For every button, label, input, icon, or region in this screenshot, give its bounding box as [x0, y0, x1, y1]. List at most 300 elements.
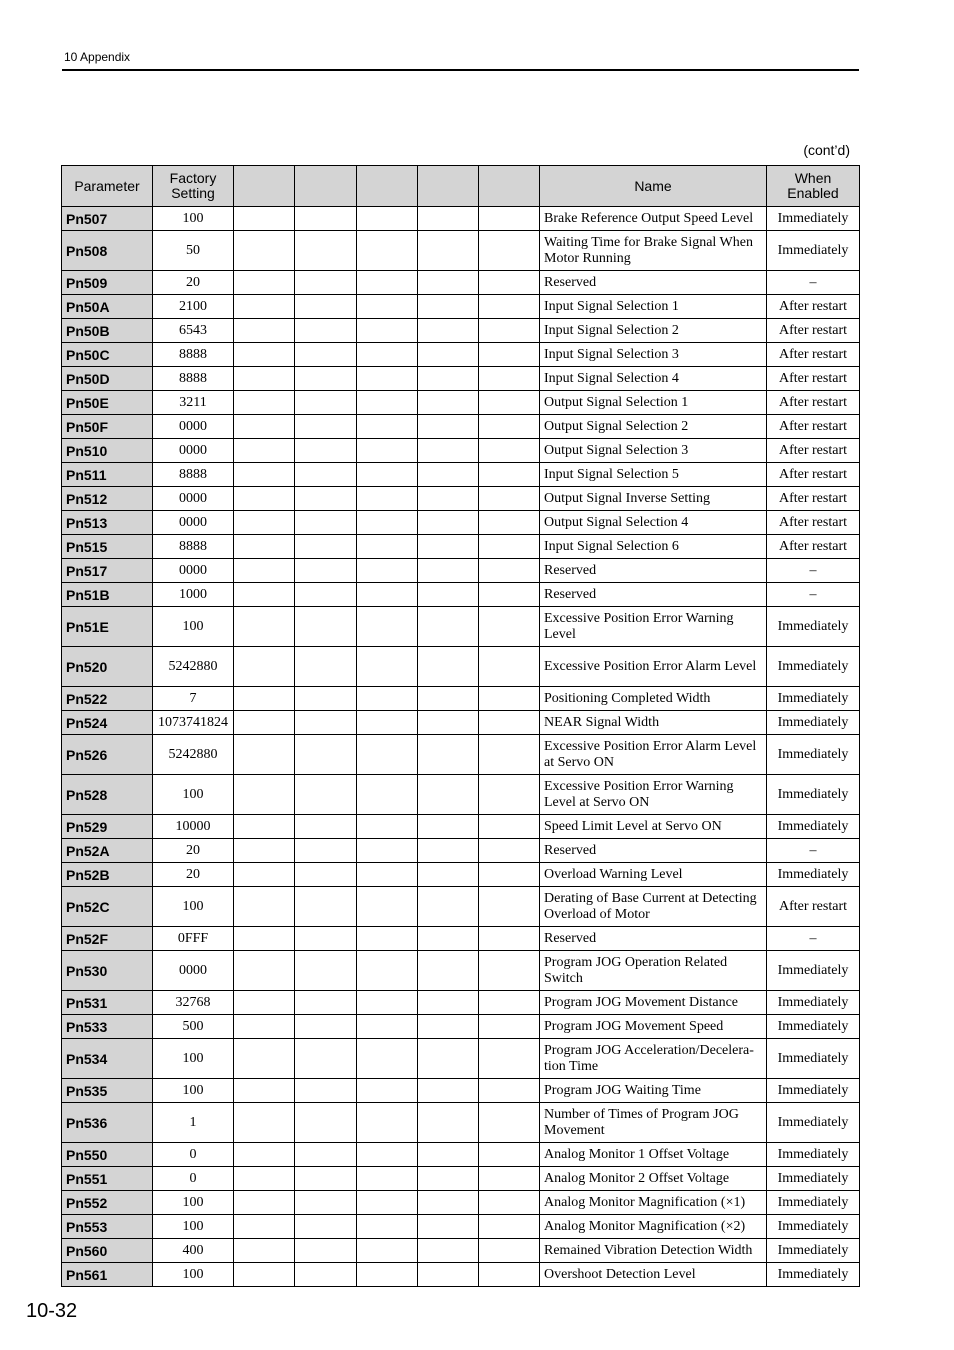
when-enabled-cell: After restart: [767, 511, 860, 535]
blank-cell: [234, 839, 295, 863]
name-cell: Reserved: [540, 583, 767, 607]
parameter-cell: Pn50F: [62, 415, 153, 439]
blank-cell: [418, 1143, 479, 1167]
blank-cell: [234, 535, 295, 559]
blank-cell: [234, 607, 295, 647]
blank-cell: [295, 535, 357, 559]
blank-cell: [479, 1263, 540, 1287]
blank-cell: [418, 231, 479, 271]
factory-setting-cell: 0: [153, 1167, 234, 1191]
blank-cell: [357, 1015, 418, 1039]
factory-setting-cell: 0000: [153, 439, 234, 463]
when-enabled-cell: After restart: [767, 487, 860, 511]
blank-cell: [357, 511, 418, 535]
factory-setting-cell: 20: [153, 839, 234, 863]
factory-setting-cell: 100: [153, 1191, 234, 1215]
blank-cell: [479, 863, 540, 887]
blank-cell: [295, 415, 357, 439]
parameter-cell: Pn52C: [62, 887, 153, 927]
table-row: [62, 1039, 860, 1079]
when-enabled-cell: After restart: [767, 439, 860, 463]
blank-cell: [234, 343, 295, 367]
name-cell: Program JOG Movement Distance: [540, 991, 767, 1015]
col-header-blank-4: [418, 166, 479, 207]
blank-cell: [234, 511, 295, 535]
header-rule: [62, 69, 859, 71]
when-enabled-cell: Immediately: [767, 711, 860, 735]
blank-cell: [479, 295, 540, 319]
name-cell: Program JOG Operation Related Switch: [540, 951, 767, 991]
blank-cell: [295, 839, 357, 863]
when-enabled-cell: Immediately: [767, 815, 860, 839]
col-header-blank-1: [234, 166, 295, 207]
name-cell: Output Signal Selection 3: [540, 439, 767, 463]
blank-cell: [479, 343, 540, 367]
blank-cell: [357, 1039, 418, 1079]
when-enabled-cell: After restart: [767, 415, 860, 439]
blank-cell: [357, 343, 418, 367]
table-row: [62, 647, 860, 687]
parameter-cell: Pn512: [62, 487, 153, 511]
blank-cell: [234, 367, 295, 391]
blank-cell: [418, 1103, 479, 1143]
name-cell: Analog Monitor 2 Offset Voltage: [540, 1167, 767, 1191]
parameter-cell: Pn52A: [62, 839, 153, 863]
blank-cell: [295, 207, 357, 231]
blank-cell: [357, 559, 418, 583]
col-header-blank-3: [357, 166, 418, 207]
blank-cell: [234, 583, 295, 607]
blank-cell: [357, 815, 418, 839]
blank-cell: [418, 1015, 479, 1039]
name-cell: Waiting Time for Brake Signal When Motor Running: [540, 231, 767, 271]
parameter-cell: Pn550: [62, 1143, 153, 1167]
when-enabled-cell: –: [767, 839, 860, 863]
parameter-cell: Pn50E: [62, 391, 153, 415]
blank-cell: [418, 1039, 479, 1079]
blank-cell: [479, 415, 540, 439]
name-cell: Program JOG Movement Speed: [540, 1015, 767, 1039]
blank-cell: [295, 711, 357, 735]
blank-cell: [418, 391, 479, 415]
page-number: 10-32: [26, 1300, 78, 1322]
blank-cell: [295, 343, 357, 367]
blank-cell: [295, 367, 357, 391]
table-row: [62, 391, 860, 415]
when-enabled-cell: Immediately: [767, 231, 860, 271]
name-cell: Number of Times of Program JOG Movement: [540, 1103, 767, 1143]
blank-cell: [295, 559, 357, 583]
col-header-blank-2: [295, 166, 357, 207]
table-row: [62, 367, 860, 391]
blank-cell: [479, 391, 540, 415]
parameter-table: [61, 165, 860, 1287]
blank-cell: [357, 839, 418, 863]
parameter-cell: Pn52B: [62, 863, 153, 887]
blank-cell: [479, 1191, 540, 1215]
when-enabled-cell: Immediately: [767, 1079, 860, 1103]
blank-cell: [234, 559, 295, 583]
table-row: [62, 1015, 860, 1039]
blank-cell: [357, 487, 418, 511]
table-row: [62, 207, 860, 231]
blank-cell: [234, 295, 295, 319]
blank-cell: [479, 1143, 540, 1167]
blank-cell: [418, 559, 479, 583]
blank-cell: [295, 1191, 357, 1215]
blank-cell: [479, 647, 540, 687]
blank-cell: [295, 1239, 357, 1263]
blank-cell: [418, 687, 479, 711]
blank-cell: [234, 1263, 295, 1287]
parameter-cell: Pn561: [62, 1263, 153, 1287]
parameter-cell: Pn511: [62, 463, 153, 487]
blank-cell: [418, 1191, 479, 1215]
blank-cell: [357, 439, 418, 463]
blank-cell: [479, 271, 540, 295]
blank-cell: [418, 207, 479, 231]
blank-cell: [234, 487, 295, 511]
col-header-when-enabled: When Enabled: [767, 166, 860, 207]
when-enabled-cell: –: [767, 927, 860, 951]
blank-cell: [479, 535, 540, 559]
blank-cell: [295, 863, 357, 887]
name-cell: Positioning Completed Width: [540, 687, 767, 711]
blank-cell: [418, 815, 479, 839]
factory-setting-cell: 8888: [153, 463, 234, 487]
parameter-cell: Pn509: [62, 271, 153, 295]
table-row: [62, 463, 860, 487]
blank-cell: [418, 607, 479, 647]
blank-cell: [418, 463, 479, 487]
factory-setting-cell: 100: [153, 1039, 234, 1079]
blank-cell: [295, 927, 357, 951]
parameter-cell: Pn50B: [62, 319, 153, 343]
blank-cell: [357, 711, 418, 735]
factory-setting-cell: 1000: [153, 583, 234, 607]
name-cell: Reserved: [540, 559, 767, 583]
blank-cell: [418, 415, 479, 439]
blank-cell: [418, 775, 479, 815]
table-row: [62, 607, 860, 647]
blank-cell: [479, 1103, 540, 1143]
factory-setting-cell: 2100: [153, 295, 234, 319]
blank-cell: [418, 439, 479, 463]
factory-setting-cell: 7: [153, 687, 234, 711]
name-cell: Analog Monitor Magnification (×2): [540, 1215, 767, 1239]
table-row: [62, 583, 860, 607]
blank-cell: [357, 583, 418, 607]
parameter-cell: Pn531: [62, 991, 153, 1015]
factory-setting-cell: 5242880: [153, 647, 234, 687]
blank-cell: [479, 1239, 540, 1263]
when-enabled-cell: After restart: [767, 391, 860, 415]
blank-cell: [295, 1103, 357, 1143]
blank-cell: [479, 991, 540, 1015]
blank-cell: [234, 271, 295, 295]
parameter-cell: Pn530: [62, 951, 153, 991]
parameter-cell: Pn524: [62, 711, 153, 735]
factory-setting-cell: 1: [153, 1103, 234, 1143]
blank-cell: [357, 991, 418, 1015]
blank-cell: [418, 647, 479, 687]
blank-cell: [234, 991, 295, 1015]
when-enabled-cell: Immediately: [767, 775, 860, 815]
name-cell: Excessive Position Error Warning Level at Servo ON: [540, 775, 767, 815]
factory-setting-cell: 0000: [153, 487, 234, 511]
blank-cell: [418, 487, 479, 511]
when-enabled-cell: Immediately: [767, 863, 860, 887]
blank-cell: [357, 647, 418, 687]
factory-setting-cell: 0000: [153, 951, 234, 991]
name-cell: Output Signal Inverse Setting: [540, 487, 767, 511]
blank-cell: [479, 511, 540, 535]
when-enabled-cell: Immediately: [767, 607, 860, 647]
parameter-cell: Pn529: [62, 815, 153, 839]
blank-cell: [234, 1103, 295, 1143]
name-cell: Analog Monitor Magnification (×1): [540, 1191, 767, 1215]
parameter-cell: Pn50A: [62, 295, 153, 319]
factory-setting-cell: 8888: [153, 535, 234, 559]
name-cell: Analog Monitor 1 Offset Voltage: [540, 1143, 767, 1167]
blank-cell: [357, 927, 418, 951]
table-row: [62, 271, 860, 295]
blank-cell: [418, 1239, 479, 1263]
parameter-cell: Pn528: [62, 775, 153, 815]
parameter-cell: Pn534: [62, 1039, 153, 1079]
blank-cell: [357, 295, 418, 319]
blank-cell: [234, 231, 295, 271]
blank-cell: [357, 1167, 418, 1191]
blank-cell: [234, 735, 295, 775]
blank-cell: [418, 295, 479, 319]
blank-cell: [234, 439, 295, 463]
when-enabled-cell: Immediately: [767, 1239, 860, 1263]
when-enabled-cell: After restart: [767, 343, 860, 367]
name-cell: Input Signal Selection 2: [540, 319, 767, 343]
blank-cell: [479, 487, 540, 511]
name-cell: Overshoot Detection Level: [540, 1263, 767, 1287]
factory-setting-cell: 100: [153, 1215, 234, 1239]
table-row: [62, 1167, 860, 1191]
blank-cell: [295, 951, 357, 991]
col-header-name: Name: [540, 166, 767, 207]
parameter-cell: Pn50D: [62, 367, 153, 391]
blank-cell: [479, 1039, 540, 1079]
blank-cell: [479, 1079, 540, 1103]
factory-setting-cell: 400: [153, 1239, 234, 1263]
blank-cell: [479, 711, 540, 735]
factory-setting-cell: 8888: [153, 343, 234, 367]
blank-cell: [295, 991, 357, 1015]
when-enabled-cell: After restart: [767, 319, 860, 343]
factory-setting-cell: 500: [153, 1015, 234, 1039]
blank-cell: [295, 463, 357, 487]
table-row: [62, 815, 860, 839]
parameter-cell: Pn536: [62, 1103, 153, 1143]
blank-cell: [357, 1191, 418, 1215]
table-row: [62, 1103, 860, 1143]
blank-cell: [479, 927, 540, 951]
blank-cell: [234, 1039, 295, 1079]
blank-cell: [295, 391, 357, 415]
when-enabled-cell: Immediately: [767, 1191, 860, 1215]
parameter-cell: Pn515: [62, 535, 153, 559]
parameter-cell: Pn50C: [62, 343, 153, 367]
blank-cell: [479, 1167, 540, 1191]
factory-setting-cell: 0FFF: [153, 927, 234, 951]
name-cell: Brake Reference Output Speed Level: [540, 207, 767, 231]
blank-cell: [479, 775, 540, 815]
when-enabled-cell: Immediately: [767, 1015, 860, 1039]
factory-setting-cell: 0000: [153, 559, 234, 583]
blank-cell: [418, 1263, 479, 1287]
blank-cell: [418, 367, 479, 391]
blank-cell: [295, 487, 357, 511]
name-cell: Excessive Position Error Warning Level: [540, 607, 767, 647]
when-enabled-cell: After restart: [767, 535, 860, 559]
parameter-cell: Pn551: [62, 1167, 153, 1191]
blank-cell: [295, 1039, 357, 1079]
parameter-cell: Pn51E: [62, 607, 153, 647]
name-cell: Excessive Position Error Alarm Level at Servo ON: [540, 735, 767, 775]
name-cell: Input Signal Selection 5: [540, 463, 767, 487]
when-enabled-cell: –: [767, 559, 860, 583]
blank-cell: [357, 1079, 418, 1103]
col-header-blank-5: [479, 166, 540, 207]
blank-cell: [479, 463, 540, 487]
blank-cell: [357, 1143, 418, 1167]
blank-cell: [479, 439, 540, 463]
blank-cell: [479, 951, 540, 991]
table-row: [62, 1143, 860, 1167]
table-row: [62, 511, 860, 535]
blank-cell: [418, 735, 479, 775]
name-cell: Input Signal Selection 1: [540, 295, 767, 319]
table-row: [62, 1079, 860, 1103]
name-cell: Output Signal Selection 1: [540, 391, 767, 415]
table-row: [62, 839, 860, 863]
blank-cell: [295, 775, 357, 815]
blank-cell: [234, 391, 295, 415]
name-cell: Reserved: [540, 839, 767, 863]
blank-cell: [295, 815, 357, 839]
parameter-cell: Pn513: [62, 511, 153, 535]
blank-cell: [234, 647, 295, 687]
table-body: [62, 207, 860, 1287]
factory-setting-cell: 8888: [153, 367, 234, 391]
factory-setting-cell: 0000: [153, 415, 234, 439]
when-enabled-cell: After restart: [767, 463, 860, 487]
factory-setting-cell: 100: [153, 607, 234, 647]
blank-cell: [357, 1103, 418, 1143]
table-row: [62, 295, 860, 319]
factory-setting-cell: 3211: [153, 391, 234, 415]
blank-cell: [418, 711, 479, 735]
parameter-cell: Pn52F: [62, 927, 153, 951]
name-cell: Program JOG Acceleration/Decelera-tion Time: [540, 1039, 767, 1079]
blank-cell: [295, 647, 357, 687]
when-enabled-cell: Immediately: [767, 1263, 860, 1287]
col-header-factory-setting: Factory Setting: [153, 166, 234, 207]
blank-cell: [418, 343, 479, 367]
name-cell: Output Signal Selection 2: [540, 415, 767, 439]
blank-cell: [357, 1215, 418, 1239]
name-cell: NEAR Signal Width: [540, 711, 767, 735]
blank-cell: [295, 687, 357, 711]
blank-cell: [479, 1015, 540, 1039]
blank-cell: [234, 319, 295, 343]
blank-cell: [418, 951, 479, 991]
blank-cell: [479, 367, 540, 391]
blank-cell: [234, 815, 295, 839]
when-enabled-cell: After restart: [767, 887, 860, 927]
blank-cell: [357, 231, 418, 271]
blank-cell: [479, 559, 540, 583]
factory-setting-cell: 100: [153, 207, 234, 231]
blank-cell: [295, 1079, 357, 1103]
when-enabled-cell: Immediately: [767, 207, 860, 231]
blank-cell: [234, 1215, 295, 1239]
table-row: [62, 1191, 860, 1215]
blank-cell: [418, 927, 479, 951]
table-row: [62, 951, 860, 991]
name-cell: Speed Limit Level at Servo ON: [540, 815, 767, 839]
blank-cell: [295, 439, 357, 463]
factory-setting-cell: 20: [153, 271, 234, 295]
when-enabled-cell: Immediately: [767, 1039, 860, 1079]
blank-cell: [295, 271, 357, 295]
blank-cell: [295, 887, 357, 927]
blank-cell: [234, 1239, 295, 1263]
parameter-cell: Pn520: [62, 647, 153, 687]
running-header: 10 Appendix: [64, 50, 131, 64]
factory-setting-cell: 100: [153, 1079, 234, 1103]
parameter-cell: Pn552: [62, 1191, 153, 1215]
factory-setting-cell: 0000: [153, 511, 234, 535]
table-row: [62, 927, 860, 951]
blank-cell: [234, 927, 295, 951]
blank-cell: [479, 231, 540, 271]
when-enabled-cell: Immediately: [767, 647, 860, 687]
factory-setting-cell: 32768: [153, 991, 234, 1015]
blank-cell: [295, 1215, 357, 1239]
table-row: [62, 887, 860, 927]
when-enabled-cell: Immediately: [767, 991, 860, 1015]
blank-cell: [479, 887, 540, 927]
table-row: [62, 991, 860, 1015]
blank-cell: [357, 391, 418, 415]
name-cell: Reserved: [540, 271, 767, 295]
when-enabled-cell: Immediately: [767, 735, 860, 775]
blank-cell: [418, 1079, 479, 1103]
col-header-parameter: Parameter: [62, 166, 153, 207]
when-enabled-cell: After restart: [767, 367, 860, 391]
when-enabled-cell: –: [767, 583, 860, 607]
blank-cell: [418, 839, 479, 863]
blank-cell: [357, 1239, 418, 1263]
blank-cell: [357, 535, 418, 559]
blank-cell: [418, 511, 479, 535]
blank-cell: [295, 319, 357, 343]
blank-cell: [234, 863, 295, 887]
factory-setting-cell: 100: [153, 775, 234, 815]
blank-cell: [479, 815, 540, 839]
when-enabled-cell: Immediately: [767, 1215, 860, 1239]
table-row: [62, 343, 860, 367]
name-cell: Reserved: [540, 927, 767, 951]
parameter-cell: Pn526: [62, 735, 153, 775]
